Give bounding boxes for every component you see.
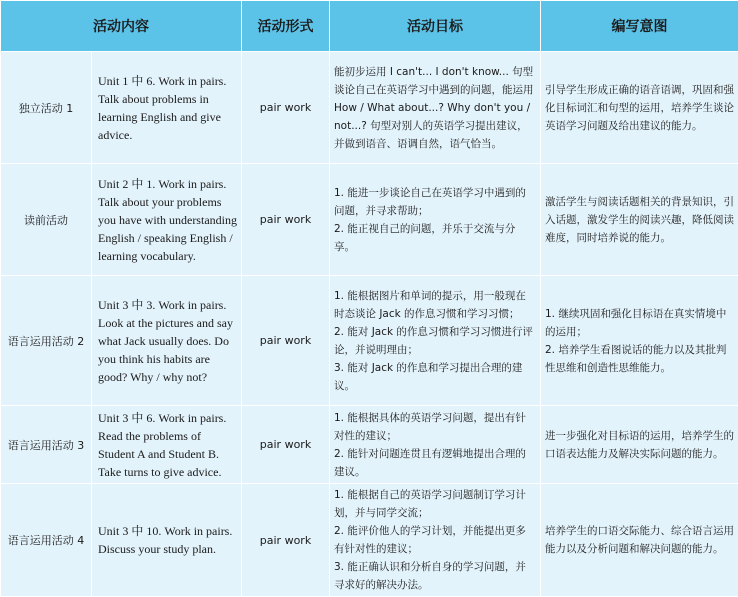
activity-name: 语言运用活动 4 <box>1 484 92 597</box>
activity-content: Unit 1 中 6. Work in pairs. Talk about problems in learning English and give advice. <box>92 52 242 164</box>
table-row <box>1 406 738 484</box>
activity-name: 独立活动 1 <box>1 52 92 164</box>
activity-content: Unit 2 中 1. Work in pairs. Talk about your problems you have with understanding English / speaking English / learning vocabulary. <box>92 164 242 276</box>
intent-line: 进一步强化对目标语的运用，培养学生的口语表达能力及解决实际问题的能力。 <box>545 427 734 463</box>
goal-line: 1. 能根据具体的英语学习问题，提出有针对性的建议； <box>334 409 536 445</box>
table-row <box>1 484 738 597</box>
design-intent <box>541 276 738 406</box>
header-design-intent: 编写意图 <box>541 1 738 52</box>
goal-line: 1. 能根据图片和单词的提示，用一般现在时态谈论 Jack 的作息习惯和学习习惯； <box>334 287 536 323</box>
header-activity-goals: 活动目标 <box>330 1 541 52</box>
activity-content: Unit 3 中 3. Work in pairs. Look at the pictures and say what Jack usually does. Do you think his habits are good? Why / why not? <box>92 276 242 406</box>
activity-goals <box>330 52 541 164</box>
activity-goals <box>330 164 541 276</box>
activity-name: 语言运用活动 3 <box>1 406 92 484</box>
intent-line: 培养学生的口语交际能力、综合语言运用能力以及分析问题和解决问题的能力。 <box>545 522 734 558</box>
goal-line: 2. 能针对问题连贯且有逻辑地提出合理的建议。 <box>334 445 536 481</box>
table-header-row <box>1 1 738 52</box>
design-intent <box>541 484 738 597</box>
activity-form: pair work <box>242 406 330 484</box>
goal-line: 1. 能根据自己的英语学习问题制订学习计划，并与同学交流； <box>334 486 536 522</box>
intent-line: 2. 培养学生看图说话的能力以及其批判性思维和创造性思维能力。 <box>545 341 734 377</box>
activity-goals <box>330 406 541 484</box>
design-intent <box>541 52 738 164</box>
goal-line: 能初步运用 I can't... I don't know... 句型谈论自己在英语学习中遇到的问题，能运用 How / What about...? Why don't you / not...? 句型对别人的英语学习提出建议，并做到语音、语调自然，语气恰当。 <box>334 63 536 153</box>
table-row <box>1 276 738 406</box>
goal-line: 2. 能评价他人的学习计划，并能提出更多有针对性的建议； <box>334 522 536 558</box>
intent-line: 1. 继续巩固和强化目标语在真实情境中的运用； <box>545 305 734 341</box>
goal-line: 1. 能进一步谈论自己在英语学习中遇到的问题，并寻求帮助； <box>334 184 536 220</box>
table-row <box>1 52 738 164</box>
header-activity-content: 活动内容 <box>1 1 242 52</box>
intent-line: 激活学生与阅读话题相关的背景知识，引入话题，激发学生的阅读兴趣，降低阅读难度，同时培养说的能力。 <box>545 193 734 247</box>
activity-form: pair work <box>242 276 330 406</box>
intent-line: 引导学生形成正确的语音语调，巩固和强化目标词汇和句型的运用，培养学生谈论英语学习问题及给出建议的能力。 <box>545 81 734 135</box>
activity-form: pair work <box>242 52 330 164</box>
activity-form: pair work <box>242 164 330 276</box>
activity-name: 语言运用活动 2 <box>1 276 92 406</box>
goal-line: 3. 能正确认识和分析自身的学习问题，并寻求好的解决办法。 <box>334 558 536 594</box>
goal-line: 2. 能正视自己的问题，并乐于交流与分享。 <box>334 220 536 256</box>
design-intent <box>541 406 738 484</box>
activity-name: 读前活动 <box>1 164 92 276</box>
design-intent <box>541 164 738 276</box>
table-row <box>1 164 738 276</box>
activity-goals <box>330 276 541 406</box>
activity-content: Unit 3 中 6. Work in pairs. Read the problems of Student A and Student B. Take turns to give advice. <box>92 406 242 484</box>
header-activity-form: 活动形式 <box>242 1 330 52</box>
activity-content: Unit 3 中 10. Work in pairs. Discuss your study plan. <box>92 484 242 597</box>
activity-goals <box>330 484 541 597</box>
activity-form: pair work <box>242 484 330 597</box>
goal-line: 2. 能对 Jack 的作息习惯和学习习惯进行评论，并说明理由； <box>334 323 536 359</box>
goal-line: 3. 能对 Jack 的作息和学习提出合理的建议。 <box>334 359 536 395</box>
